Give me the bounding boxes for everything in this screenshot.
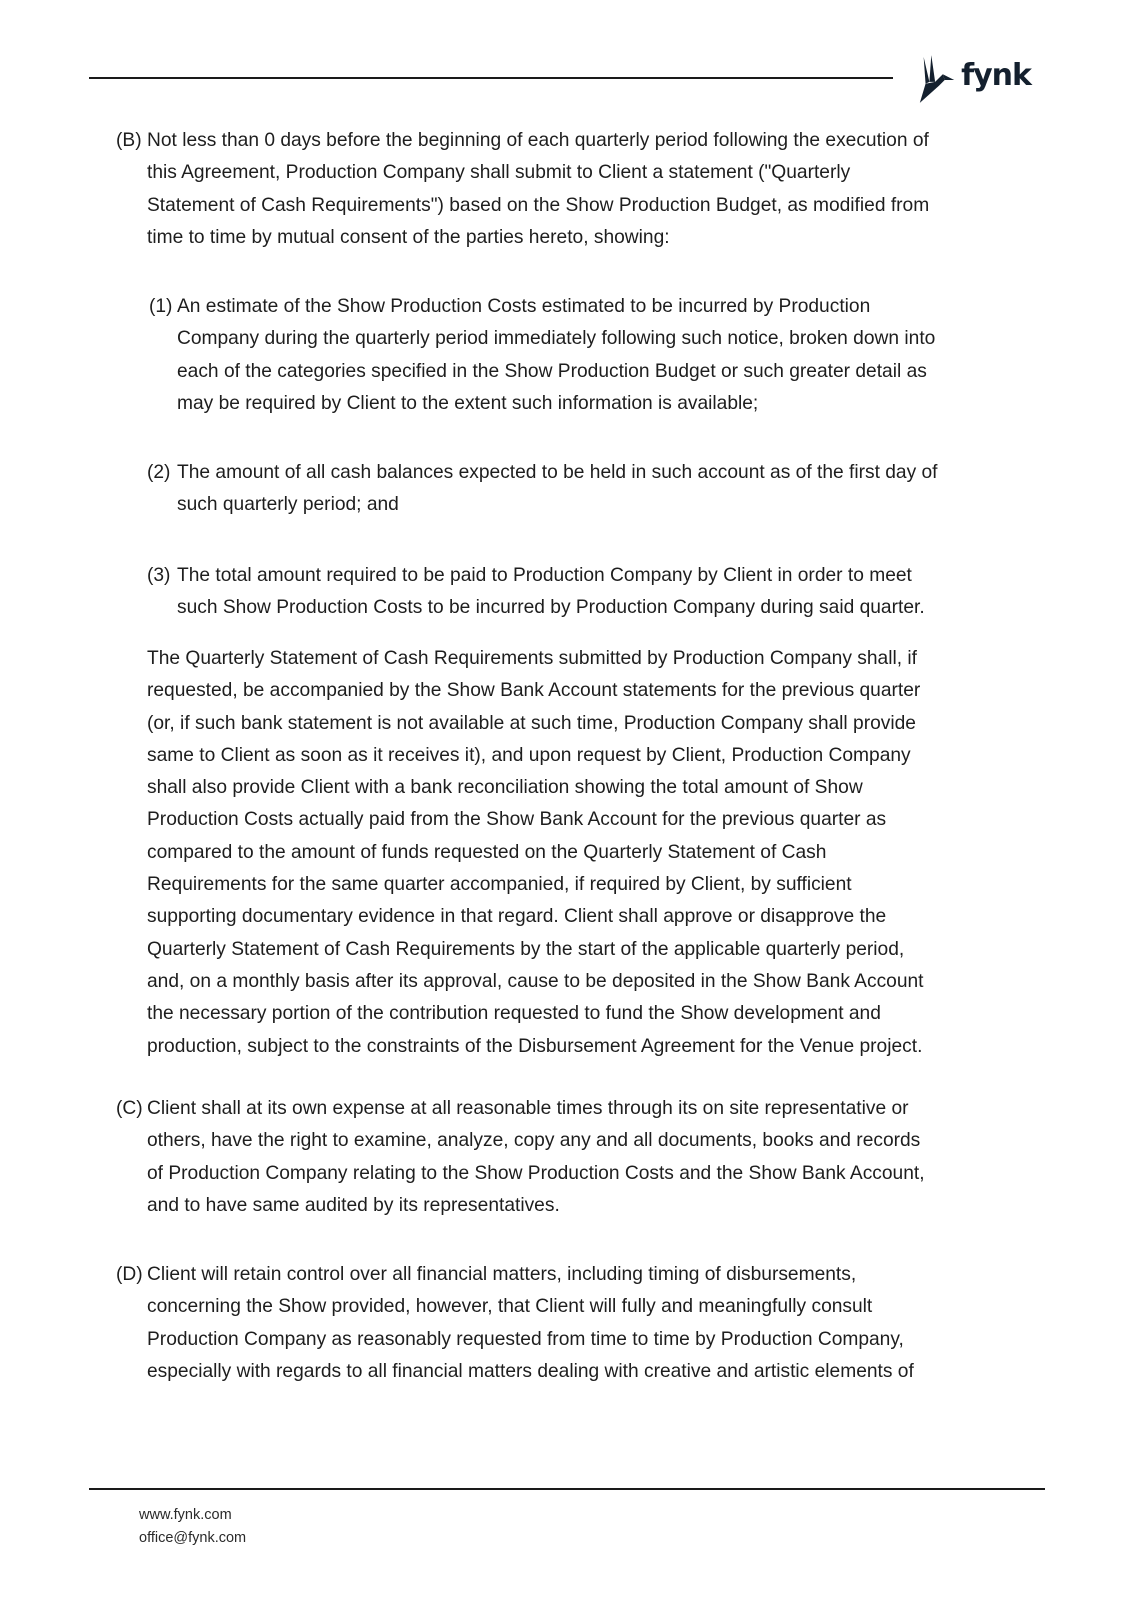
- paragraph-line: Production Company as reasonably requested from time to time by Production Company,: [147, 1328, 904, 1350]
- paragraph-line: this Agreement, Production Company shall submit to Client a statement ("Quarterly: [147, 162, 851, 184]
- footer: [139, 1504, 246, 1550]
- paragraph-line: especially with regards to all financial matters dealing with creative and artistic elements of: [147, 1360, 914, 1382]
- section-label: (D): [116, 1264, 143, 1285]
- section-b-closing: [147, 643, 1037, 1063]
- paragraph-line: requested, be accompanied by the Show Bank Account statements for the previous quarter: [147, 680, 921, 702]
- paragraph-line: The amount of all cash balances expected to be held in such account as of the first day of: [177, 462, 938, 483]
- paragraph-line: same to Client as soon as it receives it), and upon request by Client, Production Company: [147, 744, 911, 766]
- paragraph-line: Requirements for the same quarter accompanied, if required by Client, by sufficient: [147, 874, 852, 896]
- logo-text: fynk: [961, 58, 1031, 93]
- footer-email-link[interactable]: office@fynk.com: [139, 1530, 247, 1546]
- paragraph-line: Statement of Cash Requirements") based on the Show Production Budget, as modified from: [147, 194, 930, 216]
- bird-origami-icon: [916, 52, 958, 106]
- footer-website-link[interactable]: www.fynk.com: [139, 1507, 232, 1523]
- paragraph-line: of Production Company relating to the Show Production Costs and the Show Bank Account,: [147, 1162, 925, 1184]
- paragraph-line: Production Costs actually paid from the Show Bank Account for the previous quarter as: [147, 809, 887, 831]
- paragraph-line: such Show Production Costs to be incurred by Production Company during said quarter.: [177, 597, 925, 619]
- paragraph-line: Company during the quarterly period immediately following such notice, broken down into: [177, 328, 936, 350]
- section-b: [116, 125, 1036, 254]
- list-item-2: [147, 457, 1037, 522]
- paragraph-line: and to have same audited by its representatives.: [147, 1194, 560, 1216]
- item-label: (3): [147, 565, 171, 586]
- paragraph-line: supporting documentary evidence in that regard. Client shall approve or disapprove the: [147, 906, 887, 928]
- paragraph-line: concerning the Show provided, however, that Client will fully and meaningfully consult: [147, 1296, 873, 1318]
- paragraph-line: the necessary portion of the contribution requested to fund the Show development and: [147, 1003, 881, 1025]
- paragraph-line: others, have the right to examine, analyze, copy any and all documents, books and records: [147, 1130, 921, 1152]
- item-label: (1): [149, 296, 173, 317]
- paragraph-line: shall also provide Client with a bank reconciliation showing the total amount of Show: [147, 777, 863, 799]
- footer-divider: [89, 1488, 1045, 1490]
- list-item-1: [149, 291, 1039, 420]
- paragraph-line: The Quarterly Statement of Cash Requirements submitted by Production Company shall, if: [147, 648, 917, 669]
- section-label: (C): [116, 1098, 143, 1119]
- paragraph-line: may be required by Client to the extent such information is available;: [177, 392, 759, 414]
- paragraph-line: The total amount required to be paid to Production Company by Client in order to meet: [177, 565, 912, 586]
- section-c: [116, 1093, 1036, 1222]
- paragraph-line: each of the categories specified in the Show Production Budget or such greater detail as: [177, 360, 927, 382]
- paragraph-line: Quarterly Statement of Cash Requirements by the start of the applicable quarterly period,: [147, 938, 905, 960]
- paragraph-line: Client shall at its own expense at all reasonable times through its on site representative or: [147, 1098, 909, 1119]
- paragraph-line: Client will retain control over all financial matters, including timing of disbursements,: [147, 1264, 857, 1285]
- header-divider: [89, 77, 893, 79]
- section-d: [116, 1259, 1036, 1388]
- paragraph-line: such quarterly period; and: [177, 494, 399, 516]
- fynk-logo: [916, 52, 1031, 106]
- paragraph-line: Not less than 0 days before the beginning of each quarterly period following the execution of: [147, 130, 929, 151]
- paragraph-line: and, on a monthly basis after its approval, cause to be deposited in the Show Bank Account: [147, 970, 924, 992]
- section-label: (B): [116, 130, 142, 151]
- item-label: (2): [147, 462, 171, 483]
- paragraph-line: compared to the amount of funds requested on the Quarterly Statement of Cash: [147, 841, 827, 863]
- paragraph-line: (or, if such bank statement is not available at such time, Production Company shall provide: [147, 712, 916, 734]
- list-item-3: [147, 560, 1037, 625]
- paragraph-line: time to time by mutual consent of the parties hereto, showing:: [147, 226, 670, 248]
- paragraph-line: production, subject to the constraints of the Disbursement Agreement for the Venue project.: [147, 1035, 923, 1057]
- paragraph-line: An estimate of the Show Production Costs estimated to be incurred by Production: [177, 296, 871, 317]
